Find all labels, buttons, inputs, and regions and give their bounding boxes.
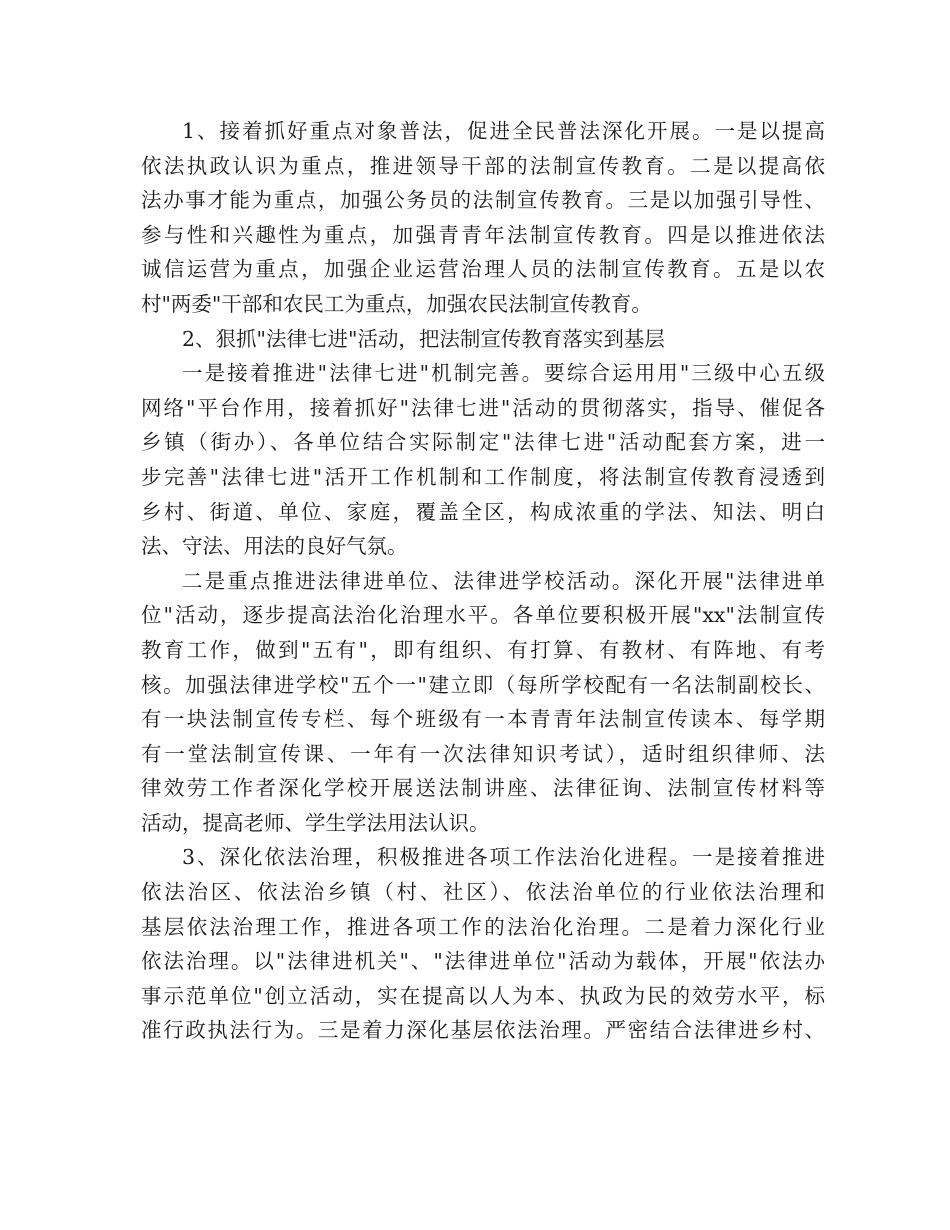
text-line: 有一堂法制宣传课、一年有一次法律知识考试），适时组织律师、法 [141, 741, 825, 766]
text-line: 步完善"法律七进"活开工作机制和工作制度，将法制宣传教育浸透到 [141, 464, 825, 489]
text-line: 诚信运营为重点，加强企业运营治理人员的法制宣传教育。五是以农 [141, 257, 825, 282]
text-line: 依法治区、依法治乡镇（村、社区）、依法治单位的行业依法治理和 [141, 880, 825, 905]
text-line: 基层依法治理工作，推进各项工作的法治化治理。二是着力深化行业 [141, 914, 825, 939]
document-body [141, 114, 825, 1048]
text-line: 依法治理。以"法律进机关"、"法律进单位"活动为载体，开展"依法办 [141, 949, 825, 974]
text-line: 准行政执法行为。三是着力深化基层依法治理。严密结合法律进乡村、 [141, 1018, 825, 1043]
text-line: 核。加强法律进学校"五个一"建立即（每所学校配有一名法制副校长、 [141, 672, 825, 697]
text-line: 位"活动，逐步提高法治化治理水平。各单位要积极开展"xx"法制宣传 [141, 603, 825, 628]
text-line: 2、狠抓"法律七进"活动，把法制宣传教育落实到基层 [182, 326, 665, 351]
text-line: 教育工作，做到"五有"，即有组织、有打算、有教材、有阵地、有考 [141, 637, 825, 662]
text-line: 律效劳工作者深化学校开展送法制讲座、法律征询、法制宣传材料等 [141, 776, 825, 801]
text-line: 依法执政认识为重点，推进领导干部的法制宣传教育。二是以提高依 [141, 153, 825, 178]
text-line: 法办事才能为重点，加强公务员的法制宣传教育。三是以加强引导性、 [141, 188, 825, 213]
text-line: 事示范单位"创立活动，实在提高以人为本、执政为民的效劳水平，标 [141, 983, 825, 1008]
text-line: 乡镇（街办）、各单位结合实际制定"法律七进"活动配套方案，进一 [141, 430, 825, 455]
text-line: 参与性和兴趣性为重点，加强青青年法制宣传教育。四是以推进依法 [141, 222, 825, 247]
text-line: 一是接着推进"法律七进"机制完善。要综合运用用"三级中心五级 [182, 361, 825, 386]
text-line: 1、接着抓好重点对象普法，促进全民普法深化开展。一是以提高 [182, 119, 825, 143]
text-line: 有一块法制宣传专栏、每个班级有一本青青年法制宣传读本、每学期 [141, 707, 825, 732]
text-line: 乡村、街道、单位、家庭，覆盖全区，构成浓重的学法、知法、明白 [141, 499, 825, 524]
text-line: 3、深化依法治理，积极推进各项工作法治化进程。一是接着推进 [182, 845, 825, 870]
text-line: 活动，提高老师、学生学法用法认识。 [141, 810, 490, 835]
text-line: 法、守法、用法的良好气氛。 [141, 534, 408, 559]
text-line: 网络"平台作用，接着抓好"法律七进"活动的贯彻落实，指导、催促各 [141, 395, 825, 420]
text-line: 二是重点推进法律进单位、法律进学校活动。深化开展"法律进单 [182, 568, 825, 593]
text-line: 村"两委"干部和农民工为重点，加强农民法制宣传教育。 [141, 291, 652, 316]
